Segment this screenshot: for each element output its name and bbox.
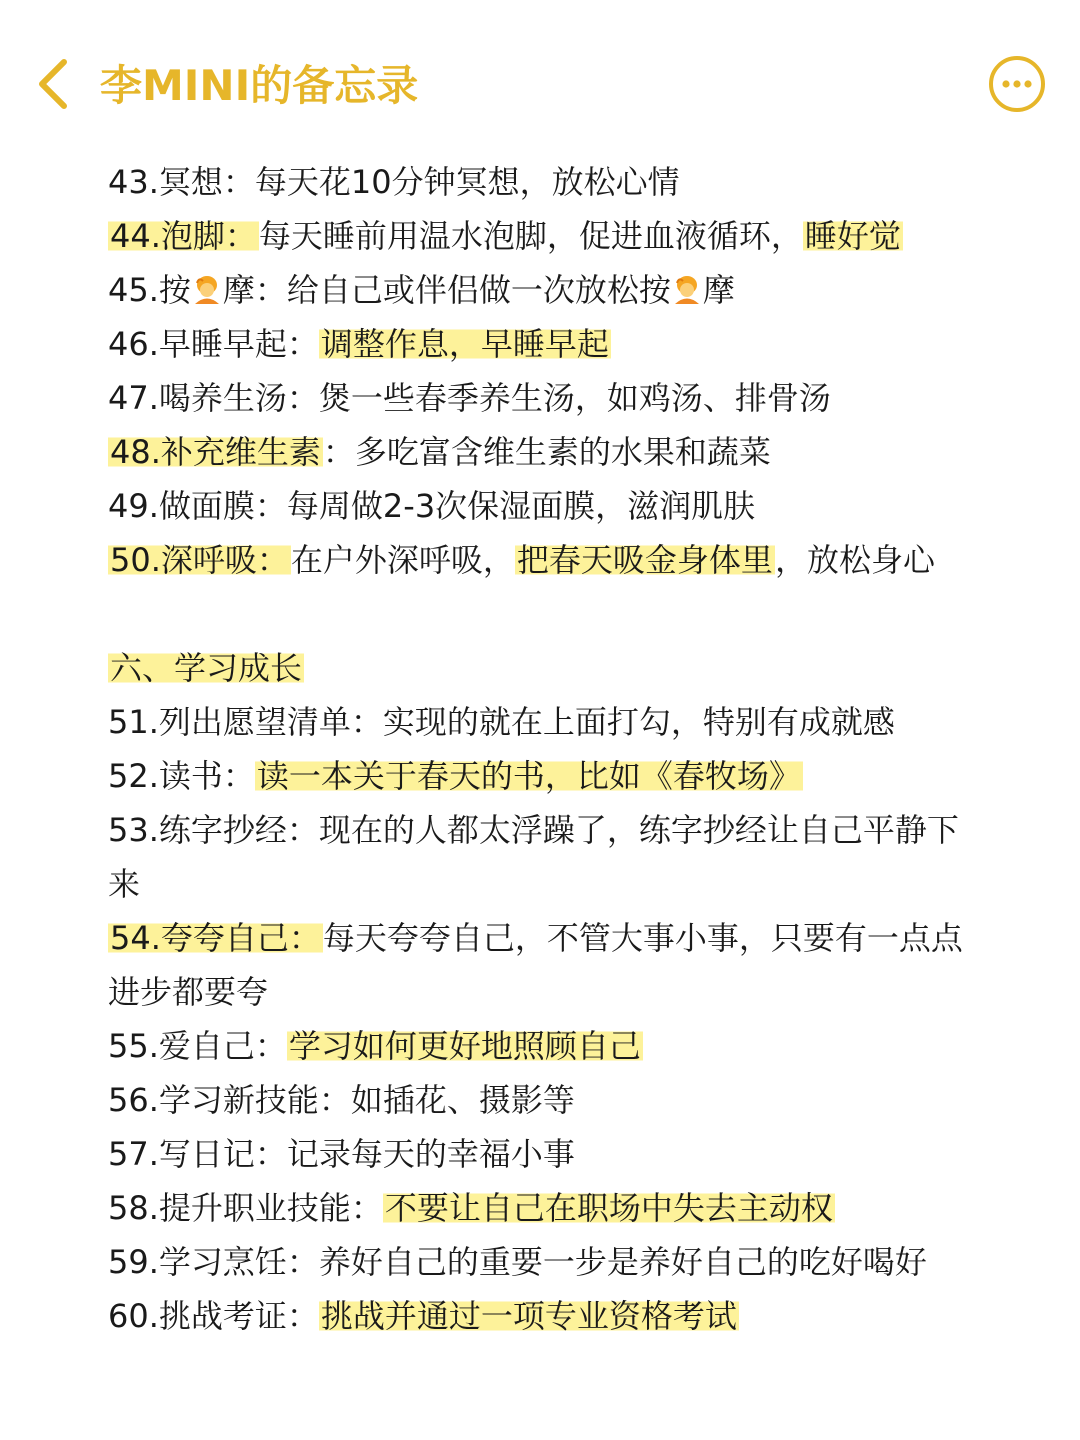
item-label: 深呼吸：	[160, 541, 289, 579]
item-label: 冥想：	[158, 163, 255, 201]
list-item	[108, 263, 968, 317]
item-label: 挑战考证：	[158, 1297, 319, 1335]
highlighted-text: 挑战并通过一项专业资格考试	[320, 1297, 737, 1335]
item-number: 47.	[108, 379, 159, 417]
item-number: 57.	[108, 1135, 159, 1173]
item-text: 每天夸夸自己，不管大事小事，只要有一点点进步都要夸	[108, 919, 963, 1011]
list-item	[108, 1289, 968, 1343]
highlighted-text: 睡好觉	[804, 217, 901, 255]
item-text: 摩：给自己或伴侣做一次放松按	[222, 271, 671, 309]
item-text: ，放松身心	[774, 541, 935, 579]
item-number: 54.	[110, 919, 161, 957]
header	[0, 40, 1080, 130]
highlighted-label	[108, 541, 291, 579]
item-label: 学习烹饪：	[158, 1243, 319, 1281]
item-number: 51.	[108, 703, 159, 741]
item-label: 喝养生汤：	[158, 379, 319, 417]
item-label: 读书：	[158, 757, 255, 795]
section-heading	[108, 641, 968, 695]
item-label: 写日记：	[158, 1135, 287, 1173]
highlighted-text: 不要让自己在职场中失去主动权	[384, 1189, 833, 1227]
item-label: 爱自己：	[158, 1027, 287, 1065]
item-number: 50.	[110, 541, 161, 579]
item-number: 59.	[108, 1243, 159, 1281]
more-button[interactable]	[987, 54, 1047, 114]
highlighted-text: 学习如何更好地照顾自己	[288, 1027, 641, 1065]
item-label: 练字抄经：	[158, 811, 319, 849]
massage-emoji-icon	[191, 273, 223, 305]
item-text: ：多吃富含维生素的水果和蔬菜	[322, 433, 771, 471]
item-text: 实现的就在上面打勾，特别有成就感	[382, 703, 895, 741]
item-number: 55.	[108, 1027, 159, 1065]
item-text: 如插花、摄影等	[350, 1081, 575, 1119]
item-text: 每周做2-3次保湿面膜，滋润肌肤	[286, 487, 756, 525]
back-button[interactable]	[28, 54, 84, 114]
list-item	[108, 479, 968, 533]
massage-emoji-icon	[671, 273, 703, 305]
item-number: 43.	[108, 163, 159, 201]
item-text: 养好自己的重要一步是养好自己的吃好喝好	[318, 1243, 927, 1281]
list-item	[108, 1181, 968, 1235]
item-number: 60.	[108, 1297, 159, 1335]
list-item	[108, 695, 968, 749]
memo-content	[108, 155, 968, 1343]
item-label: 夸夸自己：	[160, 919, 321, 957]
item-label: 学习新技能：	[158, 1081, 351, 1119]
chevron-left-icon	[28, 54, 84, 114]
item-number: 46.	[108, 325, 159, 363]
highlighted-label	[108, 919, 323, 957]
item-label: 列出愿望清单：	[158, 703, 383, 741]
list-item	[108, 209, 968, 263]
list-item	[108, 749, 968, 803]
page-title: 李MINI的备忘录	[100, 61, 419, 110]
list-item	[108, 425, 968, 479]
item-text: 记录每天的幸福小事	[286, 1135, 575, 1173]
highlighted-label	[108, 433, 323, 471]
highlighted-label	[108, 217, 259, 255]
item-number: 53.	[108, 811, 159, 849]
item-number: 48.	[110, 433, 161, 471]
item-label: 提升职业技能：	[158, 1189, 383, 1227]
highlighted-text: 把春天吸金身体里	[516, 541, 773, 579]
item-text: 煲一些春季养生汤，如鸡汤、排骨汤	[318, 379, 831, 417]
highlighted-text: 调整作息，早睡早起	[320, 325, 609, 363]
list-item	[108, 911, 968, 1019]
list-item	[108, 155, 968, 209]
item-number: 56.	[108, 1081, 159, 1119]
item-number: 49.	[108, 487, 159, 525]
list-item	[108, 803, 968, 911]
list-item	[108, 533, 968, 587]
item-text: 每天睡前用温水泡脚，促进血液循环，	[258, 217, 803, 255]
item-label: 补充维生素	[160, 433, 321, 471]
highlighted-text: 读一本关于春天的书，比如《春牧场》	[256, 757, 801, 795]
item-text: 每天花10分钟冥想，放松心情	[254, 163, 680, 201]
item-text: 在户外深呼吸，	[290, 541, 515, 579]
item-text: 按	[158, 271, 191, 309]
section-title: 六、学习成长	[110, 649, 303, 687]
item-label: 早睡早起：	[158, 325, 319, 363]
item-label: 做面膜：	[158, 487, 287, 525]
more-dots-icon	[987, 54, 1047, 114]
item-number: 52.	[108, 757, 159, 795]
list-item	[108, 1073, 968, 1127]
spacer	[108, 587, 968, 641]
item-label: 泡脚：	[160, 217, 257, 255]
list-item	[108, 1019, 968, 1073]
list-item	[108, 371, 968, 425]
item-text: 摩	[702, 271, 735, 309]
list-item	[108, 1235, 968, 1289]
list-item	[108, 1127, 968, 1181]
item-number: 58.	[108, 1189, 159, 1227]
item-text: 现在的人都太浮躁了，练字抄经让自己平静下来	[108, 811, 959, 903]
list-item	[108, 317, 968, 371]
item-number: 44.	[110, 217, 161, 255]
item-number: 45.	[108, 271, 159, 309]
